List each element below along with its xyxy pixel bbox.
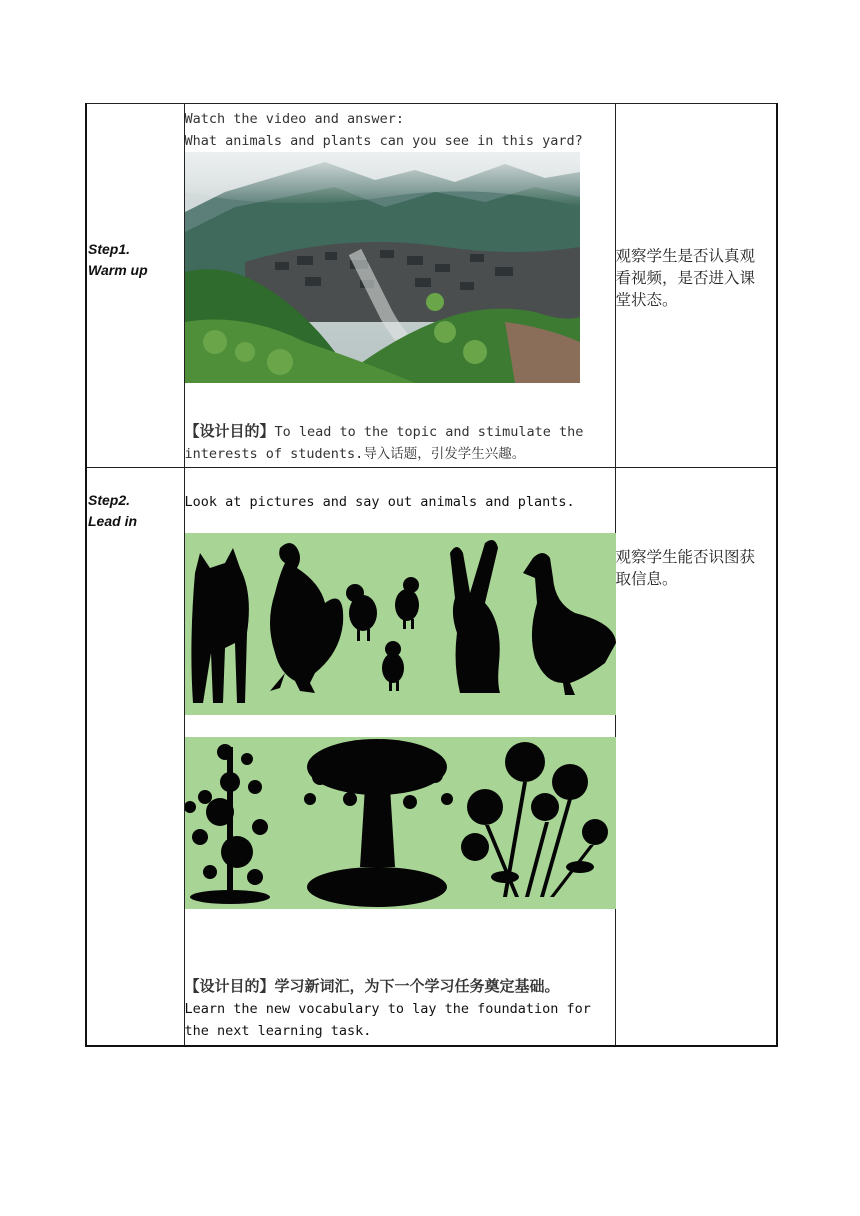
purpose-text: the next learning task. <box>184 1023 372 1039</box>
step-label: Step1. <box>88 241 131 257</box>
step-label: Step2. <box>88 492 131 508</box>
activity-cell <box>184 468 615 1046</box>
purpose-text: Learn the new vocabulary to lay the foundation for <box>184 1001 591 1017</box>
instruction-text: What animals and plants can you see in this yard? <box>184 133 583 149</box>
step-cell <box>86 104 184 468</box>
purpose-text-cn: 导入话题，引发学生兴趣。 <box>363 446 526 462</box>
observation-cell <box>615 468 777 1046</box>
observation-text: 看视频，是否进入课 <box>615 269 756 287</box>
purpose-text: To lead to the topic and stimulate the <box>274 424 584 440</box>
purpose-tag: 【设计目的】 <box>184 422 275 440</box>
step-label: Warm up <box>88 262 148 278</box>
lesson-plan-table <box>85 103 778 1047</box>
observation-text: 取信息。 <box>615 570 678 588</box>
observation-text: 堂状态。 <box>615 291 678 309</box>
observation-text: 观察学生是否认真观 <box>615 247 756 265</box>
instruction-text: Look at pictures and say out animals and plants. <box>184 494 575 510</box>
step-cell <box>86 468 184 1046</box>
observation-cell <box>615 104 777 468</box>
table-row <box>86 104 777 468</box>
purpose-tag: 【设计目的】 <box>184 977 275 995</box>
activity-cell <box>184 104 615 468</box>
plant-silhouettes-icon <box>185 737 616 909</box>
observation-text: 观察学生能否识图获 <box>615 548 756 566</box>
animal-silhouettes-icon <box>185 533 616 715</box>
step-label: Lead in <box>88 513 138 529</box>
purpose-text: interests of students. <box>184 446 364 462</box>
mountain-village-photo-icon <box>185 152 580 383</box>
instruction-text: Watch the video and answer: <box>184 111 404 127</box>
table-row <box>86 468 777 1046</box>
purpose-text-cn: 学习新词汇，为下一个学习任务奠定基础。 <box>274 977 560 995</box>
